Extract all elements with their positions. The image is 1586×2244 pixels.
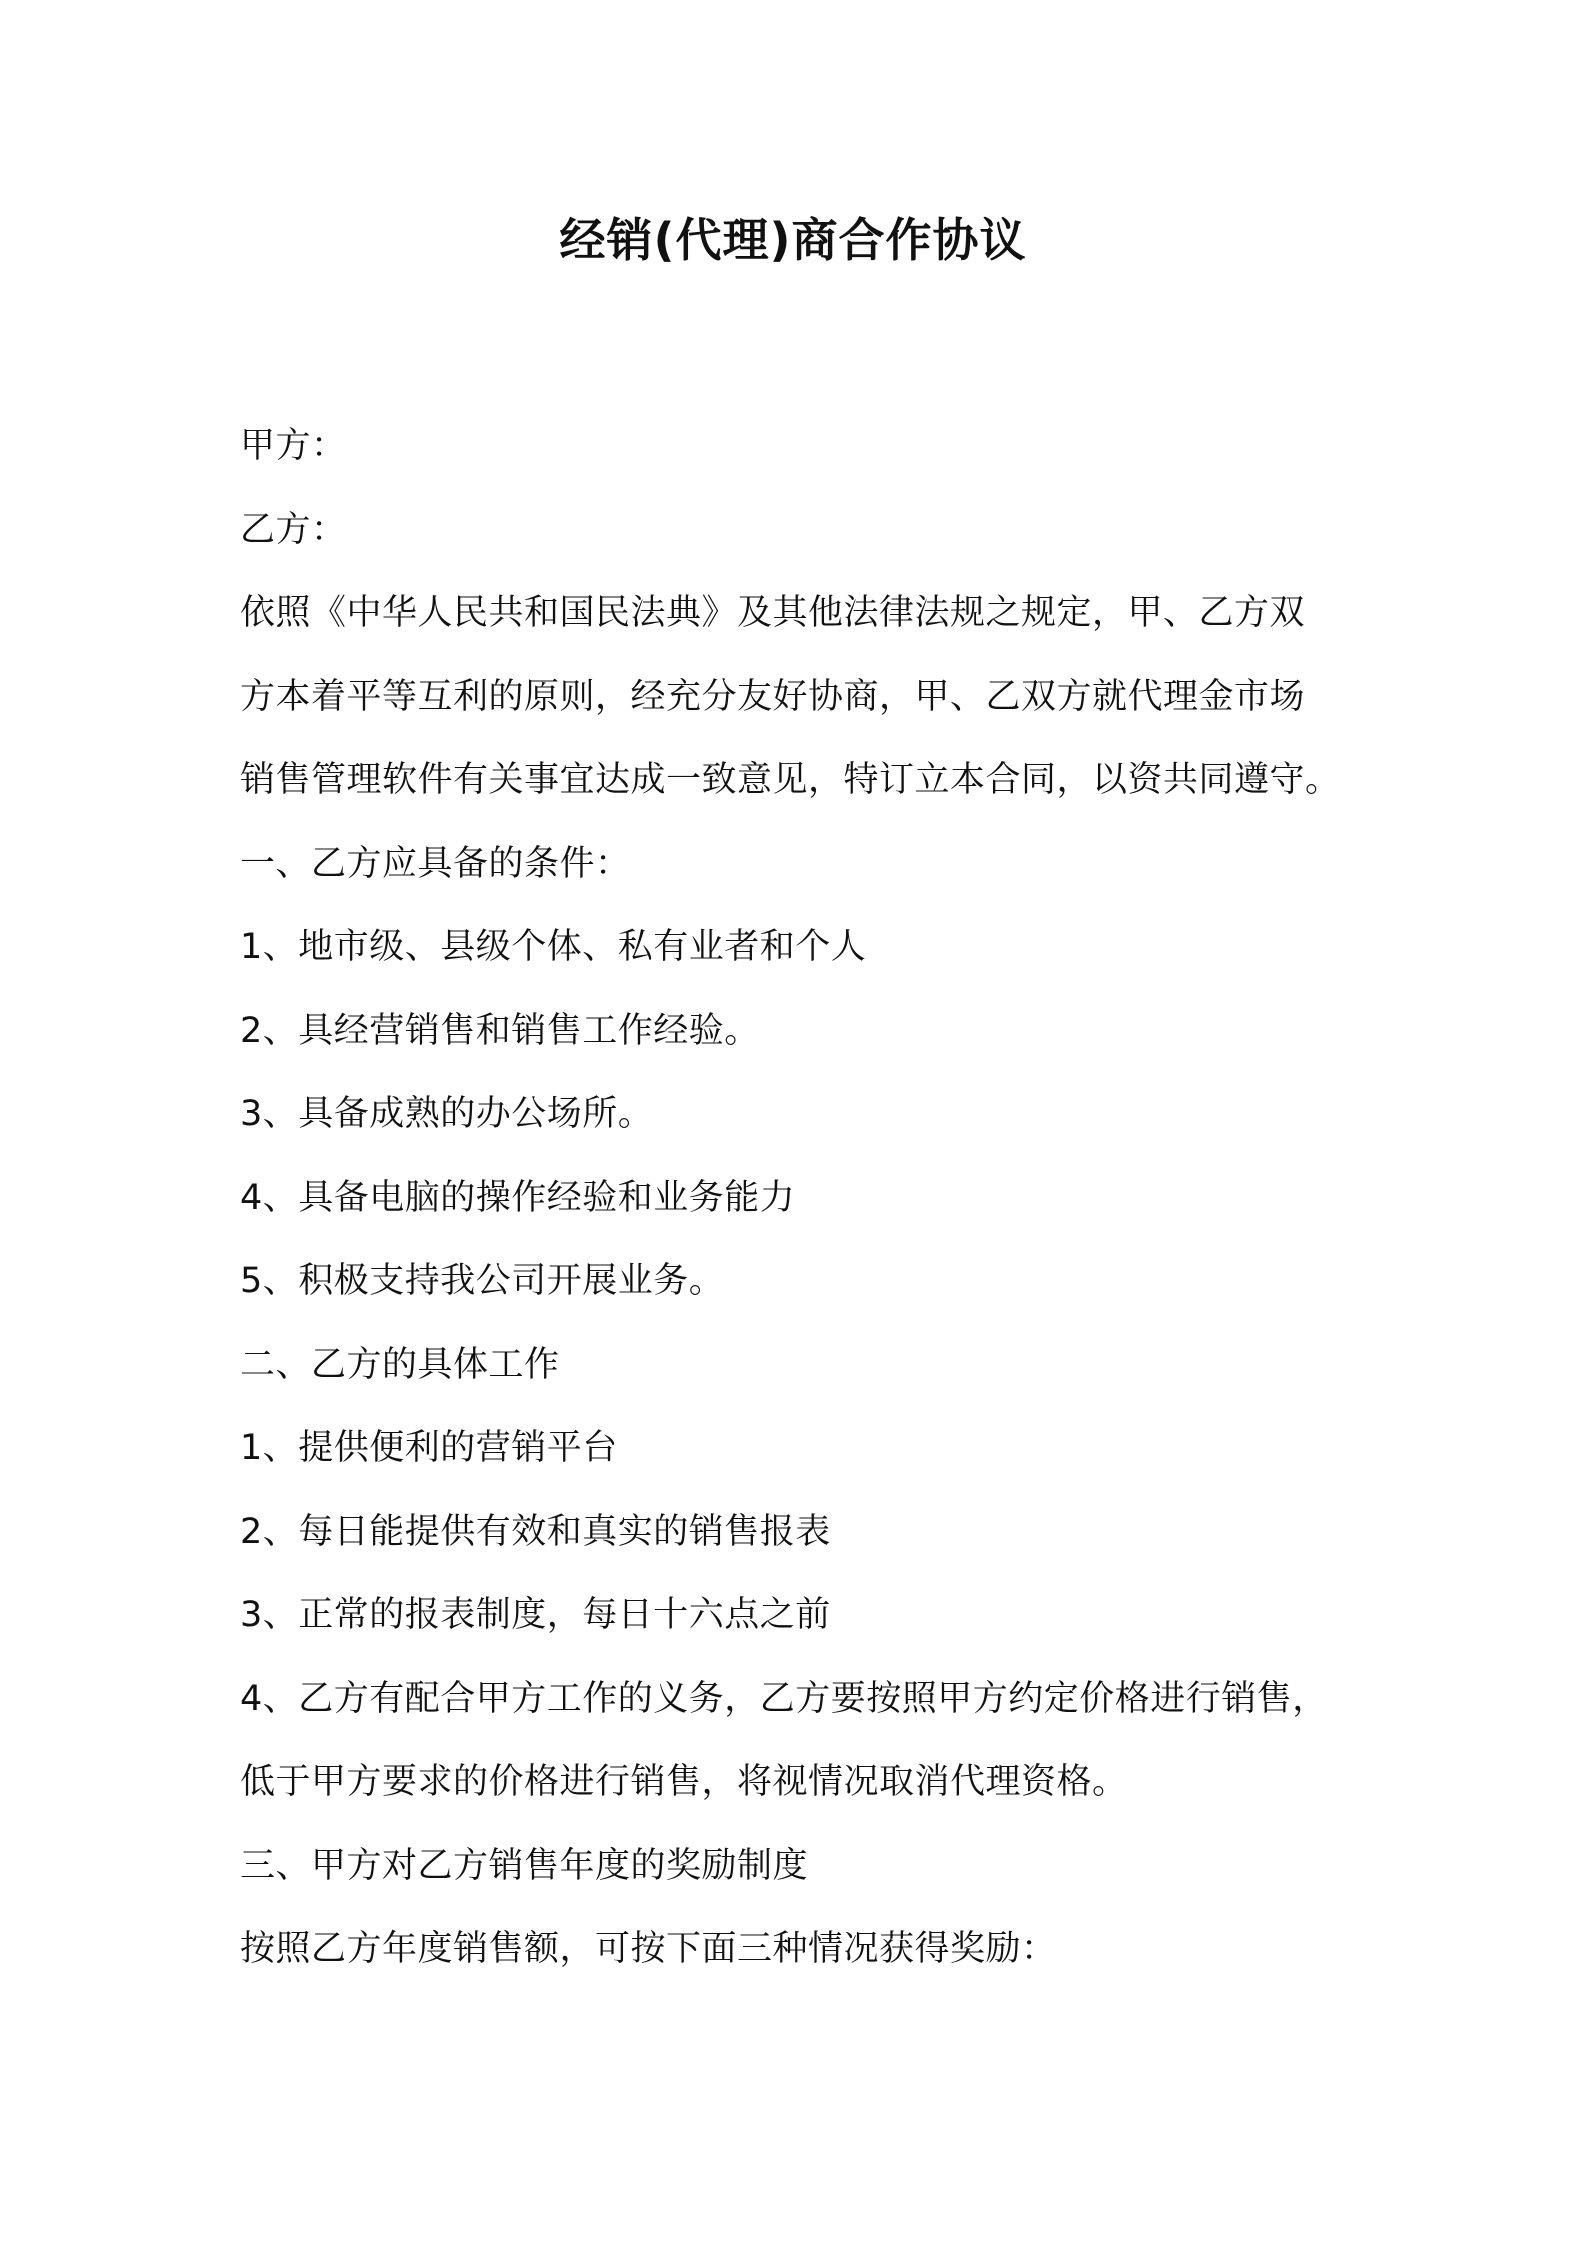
party-b-line: 乙方： (240, 509, 347, 550)
preamble-line: 方本着平等互利的原则，经充分友好协商，甲、乙双方就代理金市场 (240, 676, 1306, 717)
document-title: 经销(代理)商合作协议 (559, 213, 1027, 267)
section-heading: 二、乙方的具体工作 (240, 1344, 560, 1385)
list-item: 4、乙方有配合甲方工作的义务，乙方要按照甲方约定价格进行销售， (240, 1678, 1328, 1719)
party-a-line: 甲方： (240, 426, 347, 466)
list-item: 5、积极支持我公司开展业务。 (240, 1261, 725, 1301)
document-body (240, 405, 1360, 1992)
list-item: 1、地市级、县级个体、私有业者和个人 (240, 927, 867, 967)
preamble-line: 依照《中华人民共和国民法典》及其他法律法规之规定，甲、乙方双 (240, 593, 1306, 633)
paragraph-line: 按照乙方年度销售额，可按下面三种情况获得奖励： (240, 1929, 1057, 1969)
list-item: 2、每日能提供有效和真实的销售报表 (240, 1511, 831, 1552)
list-item-continuation: 低于甲方要求的价格进行销售，将视情况取消代理资格。 (240, 1762, 1128, 1802)
section-heading: 一、乙方应具备的条件： (240, 843, 631, 884)
preamble-line: 销售管理软件有关事宜达成一致意见，特订立本合同，以资共同遵守。 (240, 760, 1341, 800)
list-item: 4、具备电脑的操作经验和业务能力 (240, 1177, 796, 1218)
list-item: 3、具备成熟的办公场所。 (240, 1094, 654, 1134)
list-item: 2、具经营销售和销售工作经验。 (240, 1010, 760, 1051)
list-item: 3、正常的报表制度，每日十六点之前 (240, 1595, 831, 1635)
list-item: 1、提供便利的营销平台 (240, 1428, 618, 1468)
section-heading: 三、甲方对乙方销售年度的奖励制度 (240, 1845, 809, 1886)
